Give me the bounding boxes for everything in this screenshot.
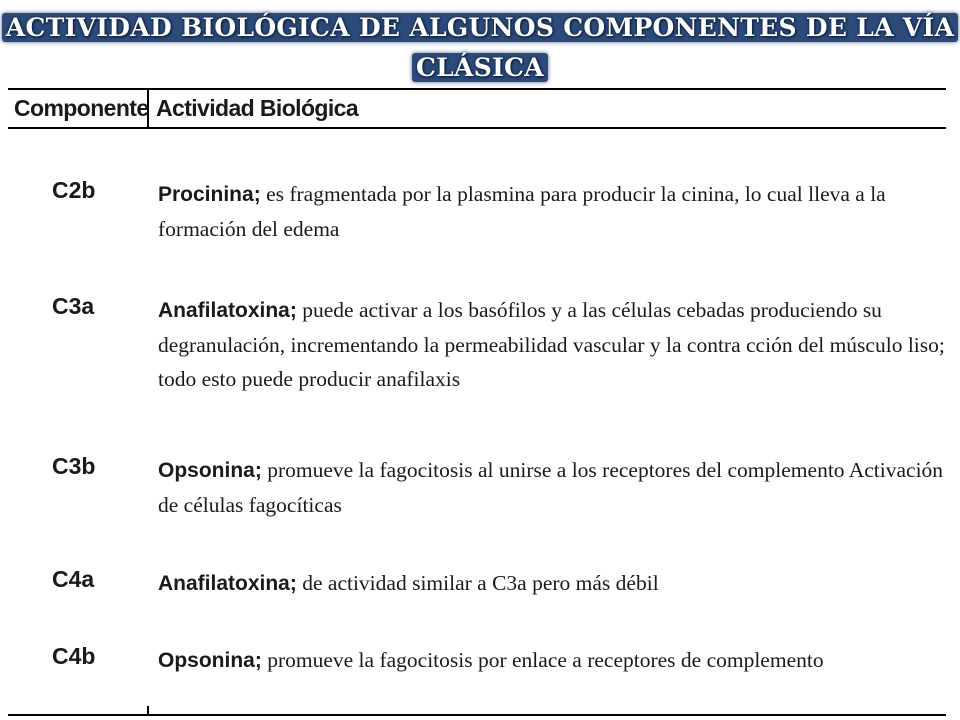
row-text: promueve la fagocitosis al unirse a los receptores del complemento Activación de células fagocíticas [158, 458, 944, 517]
row-text: de actividad similar a C3a pero más débil [296, 571, 659, 595]
slide-title-line-1: ACTIVIDAD BIOLÓGICA DE ALGUNOS COMPONENTES DE LA VÍA [2, 13, 958, 42]
table-bottom-divider [147, 706, 149, 714]
row-component: C4b [52, 643, 96, 669]
row-term: Opsonina; [158, 649, 262, 672]
row-text: puede activar a los basófilos y a las células cebadas produciendo su degranulación, incrementando la permeabilidad vascular y la contra cción del músculo liso; todo esto puede producir anafilaxis [158, 298, 945, 391]
slide-title [0, 8, 960, 88]
row-component: C3b [52, 453, 96, 479]
row-description [158, 643, 948, 678]
table-header-rule [8, 127, 946, 129]
row-term: Anafilatoxina; [158, 299, 297, 322]
row-description [158, 177, 948, 246]
row-description [158, 566, 948, 601]
table-bottom-rule [8, 714, 946, 716]
row-component: C4a [52, 566, 95, 592]
activity-table [8, 88, 946, 712]
row-text: promueve la fagocitosis por enlace a receptores de complemento [261, 648, 824, 672]
row-term: Procinina; [158, 183, 261, 206]
row-component: C2b [52, 177, 96, 203]
row-description [158, 453, 948, 522]
row-term: Anafilatoxina; [158, 572, 297, 595]
header-activity: Actividad Biológica [156, 95, 359, 121]
row-text: es fragmentada por la plasmina para producir la cinina, lo cual lleva a la formación del edema [158, 182, 886, 241]
row-description [158, 293, 948, 396]
header-component: Componente [14, 95, 149, 121]
row-component: C3a [52, 293, 95, 319]
row-term: Opsonina; [158, 459, 262, 482]
slide-title-line-2: CLÁSICA [412, 53, 548, 82]
